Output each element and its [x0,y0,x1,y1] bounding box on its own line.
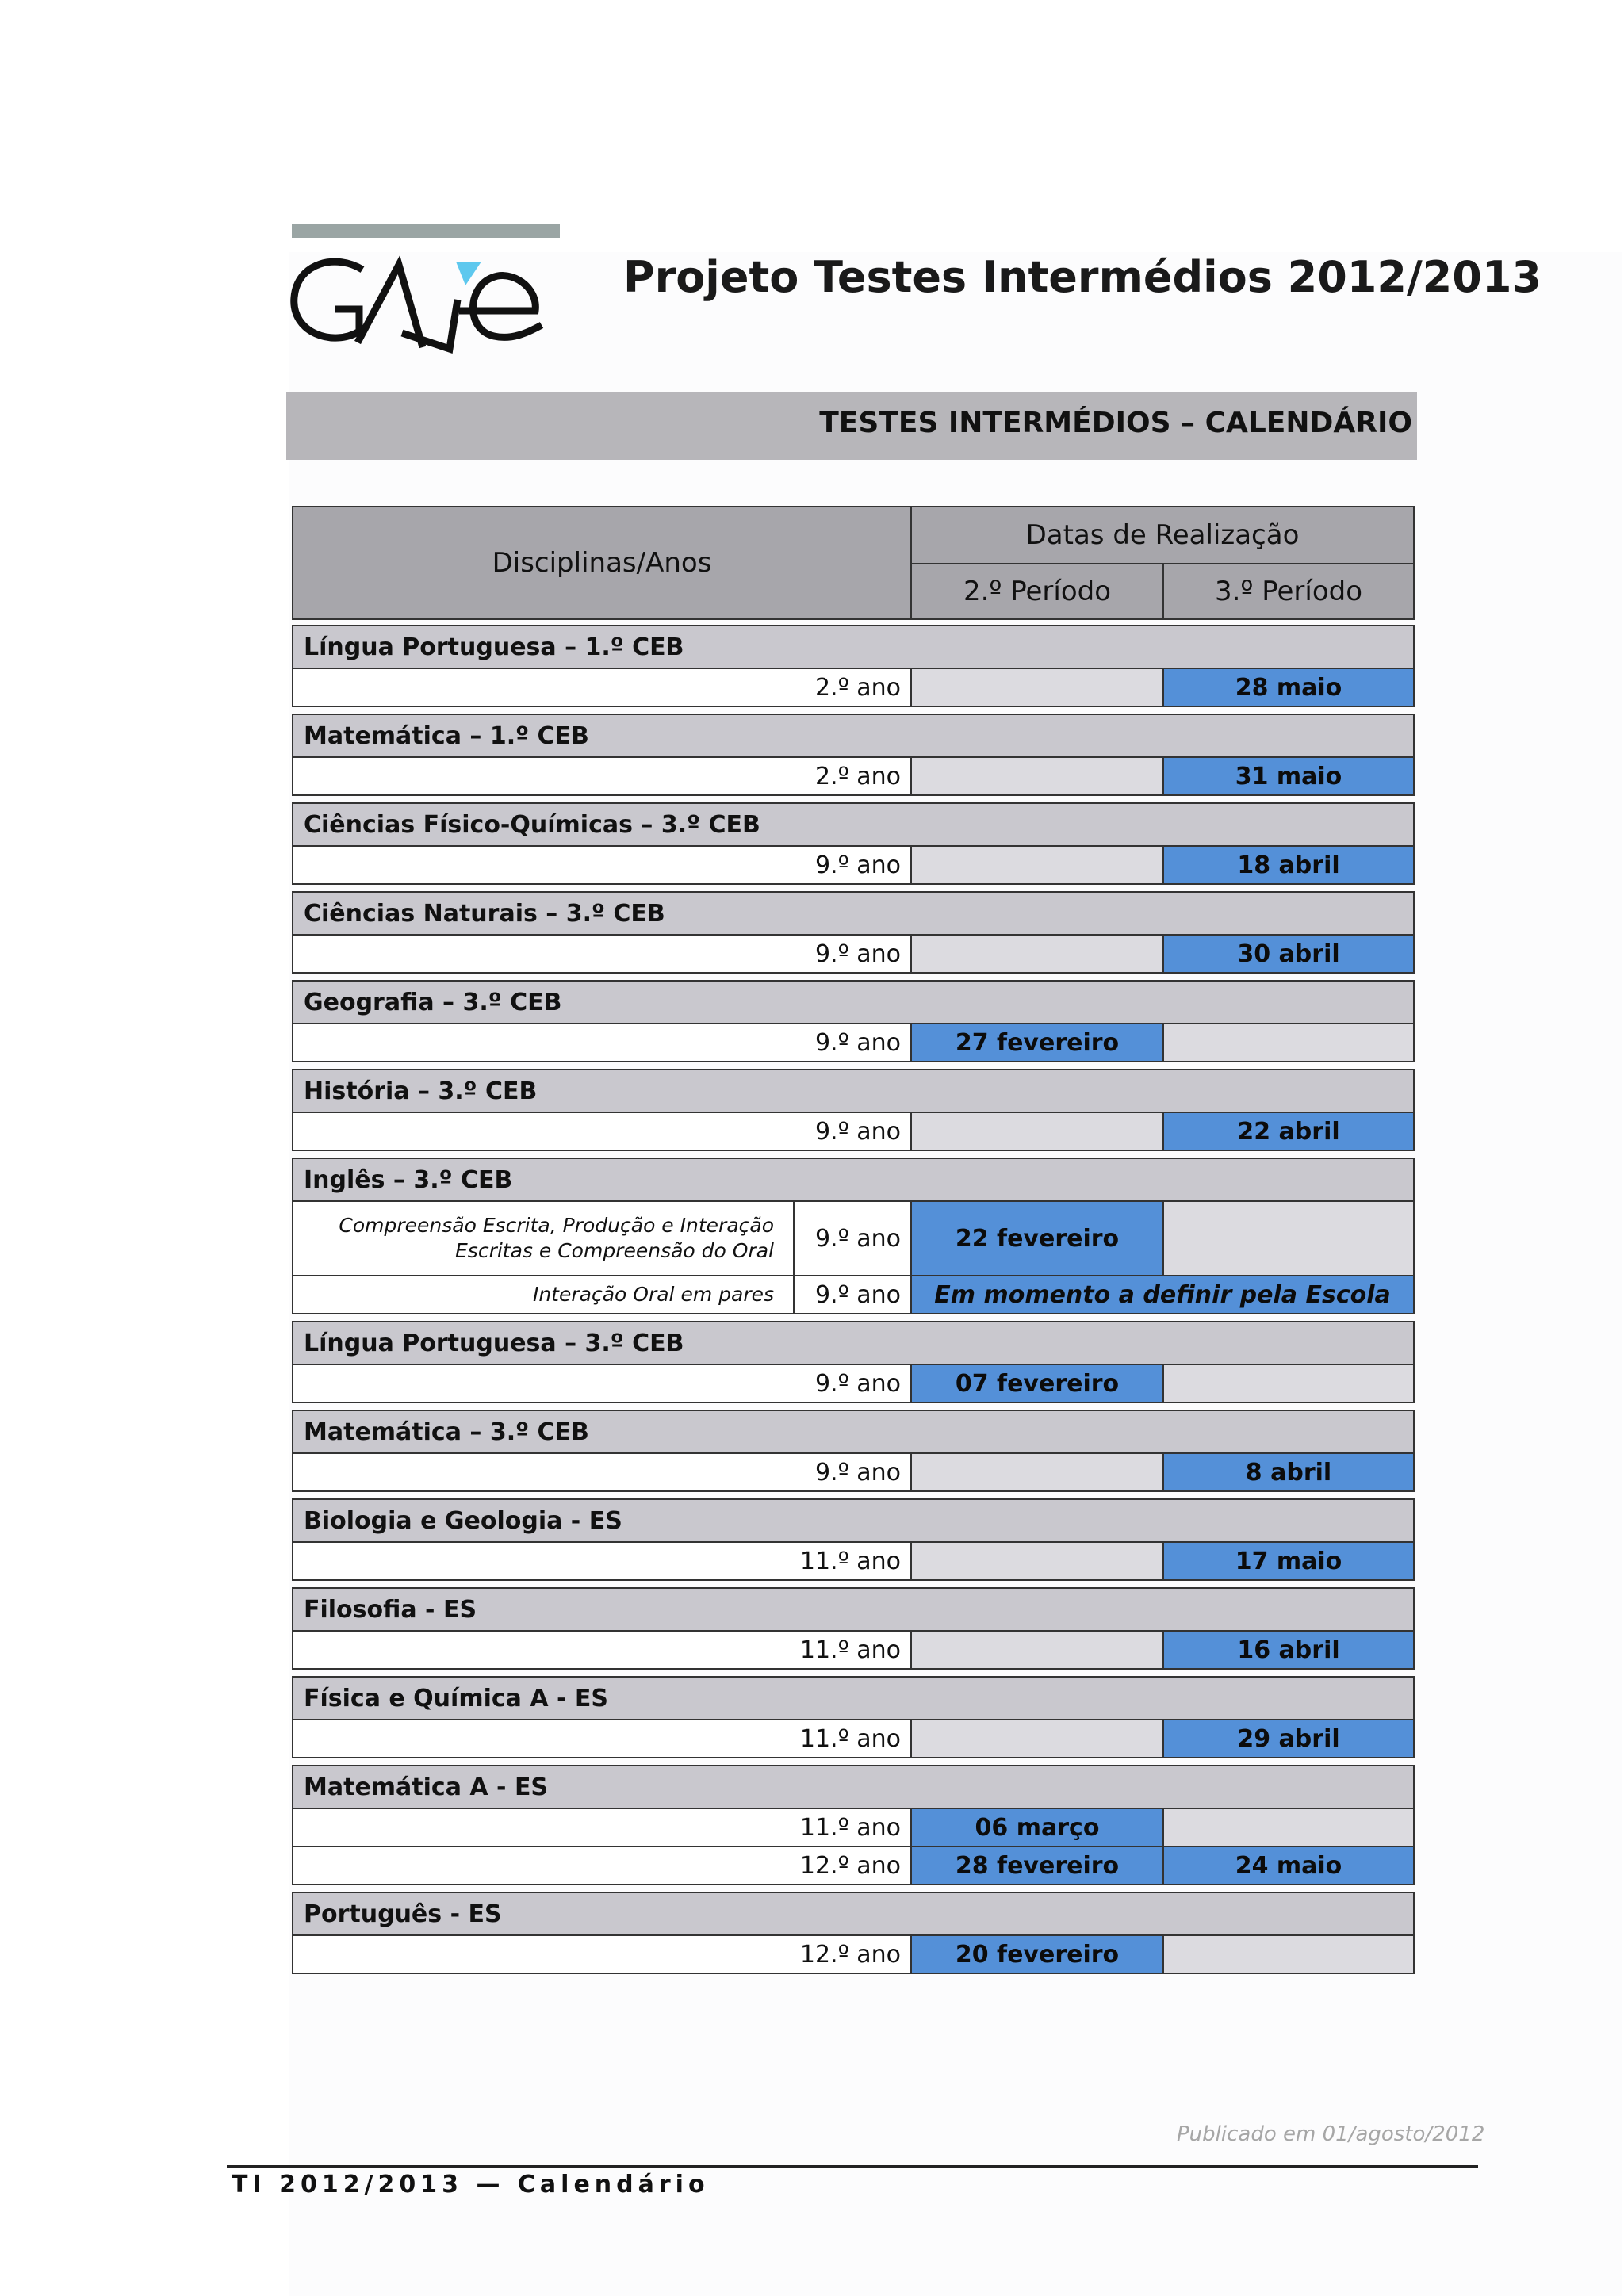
subject-header: Língua Portuguesa – 1.º CEB [292,625,1415,669]
subject-header: Língua Portuguesa – 3.º CEB [292,1321,1415,1365]
section-band [286,392,1417,460]
empty-cell-periodo-2 [910,845,1164,885]
row-grade: 11.º ano [292,1808,912,1847]
subject-header: Inglês – 3.º CEB [292,1158,1415,1202]
row-grade: 11.º ano [292,1630,912,1670]
row-grade: 12.º ano [292,1846,912,1885]
header-periodo-3: 3.º Período [1162,563,1415,620]
date-cell-periodo-3: 8 abril [1162,1452,1415,1492]
subject-header: Física e Química A - ES [292,1676,1415,1720]
header-periodo-2: 2.º Período [910,563,1164,620]
empty-cell-periodo-2 [910,1541,1164,1581]
row-grade: 9.º ano [292,1364,912,1403]
row-grade: 9.º ano [292,934,912,974]
row-grade: 11.º ano [292,1719,912,1758]
date-cell-periodo-2: 07 fevereiro [910,1364,1164,1403]
subject-header: Ciências Naturais – 3.º CEB [292,891,1415,936]
footer-rule [227,2165,1478,2168]
date-cell-periodo-2: 20 fevereiro [910,1934,1164,1974]
empty-cell-periodo-3 [1162,1808,1415,1847]
gave-logo [289,254,551,357]
subject-header: Ciências Físico-Químicas – 3.º CEB [292,802,1415,847]
date-cell-periodo-3: 16 abril [1162,1630,1415,1670]
section-title: TESTES INTERMÉDIOS – CALENDÁRIO [819,407,1412,439]
row-grade: 2.º ano [292,756,912,796]
empty-cell-periodo-3 [1162,1023,1415,1062]
empty-cell-periodo-2 [910,1719,1164,1758]
empty-cell-periodo-2 [910,1112,1164,1151]
subject-header: Biologia e Geologia - ES [292,1498,1415,1543]
footer-text: TI 2012/2013 — Calendário [232,2171,710,2198]
row-note: Interação Oral em pares [292,1275,795,1314]
date-cell-periodo-3: 29 abril [1162,1719,1415,1758]
date-cell-periodo-3: 28 maio [1162,668,1415,707]
row-grade: 9.º ano [292,1112,912,1151]
row-grade: 11.º ano [292,1541,912,1581]
published-date: Publicado em 01/agosto/2012 [1177,2122,1485,2146]
date-cell-periodo-3: 18 abril [1162,845,1415,885]
date-cell-periodo-3: 22 abril [1162,1112,1415,1151]
date-cell-periodo-2: 28 fevereiro [910,1846,1164,1885]
date-cell-periodo-3: 24 maio [1162,1846,1415,1885]
empty-cell-periodo-2 [910,756,1164,796]
date-cell-periodo-2: 27 fevereiro [910,1023,1164,1062]
date-cell-periodo-3: 31 maio [1162,756,1415,796]
header-disciplinas: Disciplinas/Anos [292,506,912,620]
logo-bar [292,224,560,238]
row-grade: 9.º ano [292,845,912,885]
subject-header: Geografia – 3.º CEB [292,980,1415,1024]
subject-header: Matemática A - ES [292,1765,1415,1809]
row-note-line: Escritas e Compreensão do Oral [455,1239,774,1262]
empty-cell-periodo-3 [1162,1200,1415,1276]
row-grade: 9.º ano [292,1452,912,1492]
date-cell-periodo-2: 06 março [910,1808,1164,1847]
empty-cell-periodo-2 [910,1630,1164,1670]
empty-cell-periodo-2 [910,1452,1164,1492]
row-grade: 9.º ano [793,1200,912,1276]
empty-cell-periodo-2 [910,934,1164,974]
date-cell-periodo-3: 30 abril [1162,934,1415,974]
date-cell-periodo-2: 22 fevereiro [910,1200,1164,1276]
row-grade: 2.º ano [292,668,912,707]
row-grade: 12.º ano [292,1934,912,1974]
row-note [292,1200,795,1276]
subject-header: Português - ES [292,1892,1415,1936]
empty-cell-periodo-2 [910,668,1164,707]
empty-cell-periodo-3 [1162,1364,1415,1403]
subject-header: História – 3.º CEB [292,1069,1415,1113]
row-grade: 9.º ano [793,1275,912,1314]
date-cell-periodo-3: 17 maio [1162,1541,1415,1581]
header-datas: Datas de Realização [910,506,1415,564]
row-note-line: Compreensão Escrita, Produção e Interação [339,1214,774,1237]
subject-header: Matemática – 3.º CEB [292,1410,1415,1454]
date-span-cell: Em momento a definir pela Escola [910,1275,1415,1314]
empty-cell-periodo-3 [1162,1934,1415,1974]
row-grade: 9.º ano [292,1023,912,1062]
document-title: Projeto Testes Intermédios 2012/2013 [623,252,1542,302]
subject-header: Matemática – 1.º CEB [292,714,1415,758]
subject-header: Filosofia - ES [292,1587,1415,1632]
